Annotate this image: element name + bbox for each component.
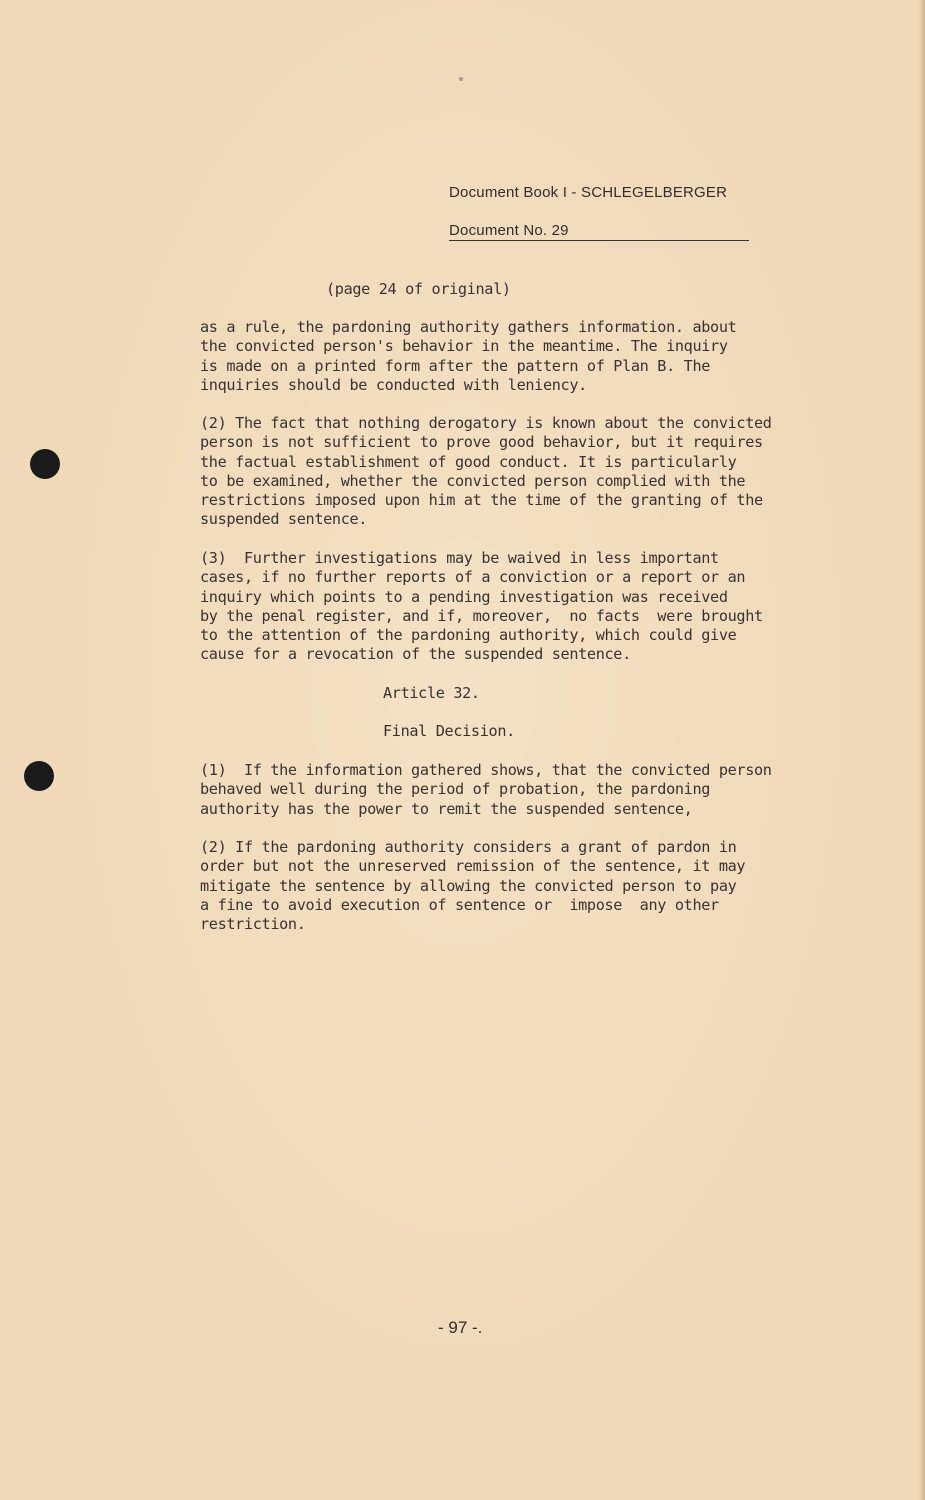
article-subheading: Final Decision. [383, 722, 515, 740]
document-book-title: Document Book I - SCHLEGELBERGER [449, 184, 728, 201]
document-number: Document No. 29 [449, 222, 749, 241]
paragraph-continuation: as a rule, the pardoning authority gathers information. about the convicted person's behavior in the meantime. The inquiry is made on a printed form after the pattern of Plan B. The inquiries should be conducted with leniency. [200, 318, 737, 394]
paragraph-article-1: (1) If the information gathered shows, that the convicted person behaved well during the period of probation, the pardoning authority has the power to remit the suspended sentence, [200, 761, 772, 818]
page-number: - 97 -. [438, 1318, 483, 1337]
paper-speck [459, 77, 463, 81]
punch-hole-bottom [24, 761, 54, 791]
punch-hole-top [30, 449, 60, 479]
paragraph-2: (2) The fact that nothing derogatory is known about the convicted person is not sufficient to prove good behavior, but it requires the factual establishment of good conduct. It is particularly to be examined, whether the convicted person complied with the restrictions imposed upon him at the time of the granting of the suspended sentence. [200, 414, 772, 529]
paragraph-3: (3) Further investigations may be waived in less important cases, if no further reports of a conviction or a report or an inquiry which points to a pending investigation was received by the penal register, and if, moreover, no facts were brought to the attention of the pardoning authority, which could give cause for a revocation of the suspended sentence. [200, 549, 763, 664]
page-reference: (page 24 of original) [326, 280, 511, 298]
paper-edge [919, 0, 925, 1500]
article-heading: Article 32. [383, 684, 480, 702]
paragraph-article-2: (2) If the pardoning authority considers a grant of pardon in order but not the unreserved remission of the sentence, it may mitigate the sentence by allowing the convicted person to pay a fine to avoid execution of sentence or impose any other restriction. [200, 838, 746, 934]
